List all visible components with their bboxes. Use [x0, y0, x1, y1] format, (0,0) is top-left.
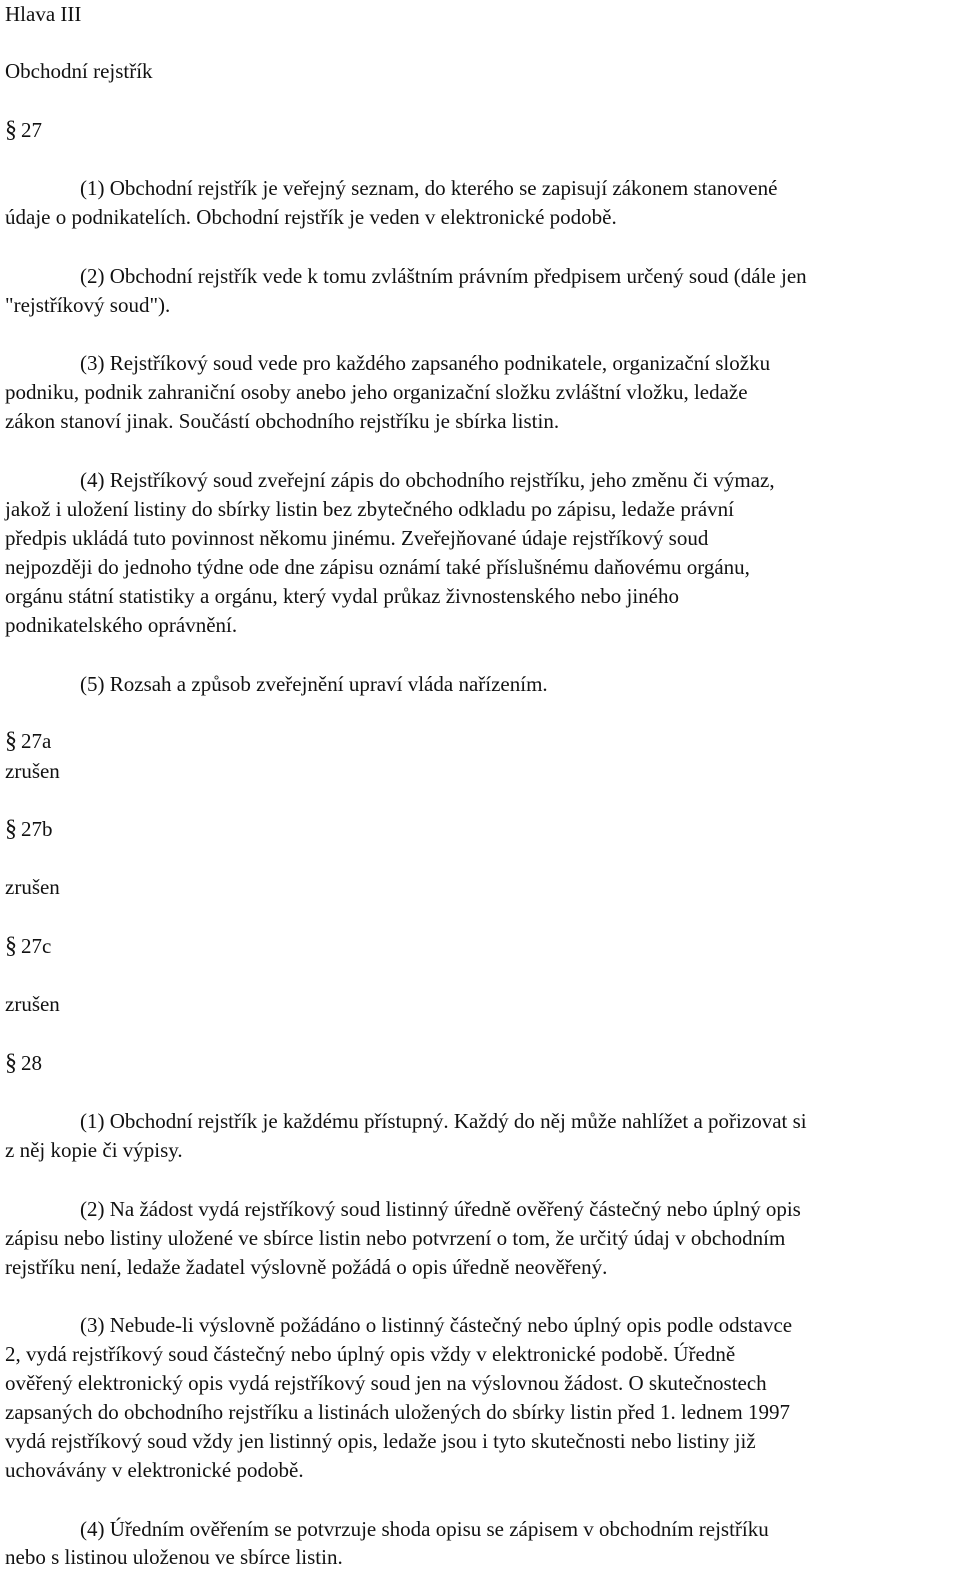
repealed-note: zrušen: [5, 875, 60, 899]
repealed-note: zrušen: [5, 992, 60, 1016]
section-heading-28: [5, 1049, 42, 1078]
section-heading-27a: [5, 727, 51, 756]
section-sign-icon: §: [5, 816, 17, 842]
paragraph-line: (4) Úředním ověřením se potvrzuje shoda opisu se zápisem v obchodním rejstříku: [80, 1517, 769, 1541]
paragraph-line: zákon stanoví jinak. Součástí obchodního rejstříku je sbírka listin.: [5, 409, 560, 433]
section-sign-icon: §: [5, 933, 17, 959]
paragraph-line: podniku, podnik zahraniční osoby anebo jeho organizační složku zvláštní vložku, ledaže: [5, 380, 748, 404]
paragraph-line: orgánu státní statistiky a orgánu, který vydal průkaz živnostenského nebo jiného: [5, 584, 679, 608]
paragraph-line: z něj kopie či výpisy.: [5, 1138, 183, 1162]
section-number: 27c: [21, 934, 52, 958]
paragraph-line: podnikatelského oprávnění.: [5, 613, 238, 637]
section-number: 27b: [21, 817, 53, 841]
section-sign-icon: §: [5, 117, 17, 143]
section-number: 28: [21, 1051, 42, 1075]
section-heading-27: [5, 116, 42, 145]
section-heading-27c: [5, 932, 51, 961]
paragraph-line: vydá rejstříkový soud vždy jen listinný opis, ledaže jsou i tyto skutečnosti nebo listiny již: [5, 1429, 756, 1453]
paragraph-line: 2, vydá rejstříkový soud částečný nebo úplný opis vždy v elektronické podobě. Úředně: [5, 1342, 736, 1366]
chapter-heading: Hlava III: [5, 2, 82, 26]
paragraph-line: uchovávány v elektronické podobě.: [5, 1458, 304, 1482]
paragraph-line: údaje o podnikatelích. Obchodní rejstřík je veden v elektronické podobě.: [5, 205, 617, 229]
paragraph-line: (5) Rozsah a způsob zveřejnění upraví vláda nařízením.: [80, 672, 548, 696]
paragraph-line: (1) Obchodní rejstřík je veřejný seznam, do kterého se zapisují zákonem stanovené: [80, 176, 778, 200]
paragraph-line: ověřený elektronický opis vydá rejstříkový soud jen na výslovnou žádost. O skutečnostech: [5, 1371, 767, 1395]
paragraph-line: "rejstříkový soud").: [5, 293, 171, 317]
chapter-title: Obchodní rejstřík: [5, 59, 153, 83]
repealed-note: zrušen: [5, 759, 60, 783]
paragraph-line: rejstříku není, ledaže žadatel výslovně požádá o opis úředně neověřený.: [5, 1255, 608, 1279]
section-sign-icon: §: [5, 728, 17, 754]
section-sign-icon: §: [5, 1050, 17, 1076]
paragraph-line: zápisu nebo listiny uložené ve sbírce listin nebo potvrzení o tom, že určitý údaj v obchodním: [5, 1226, 786, 1250]
paragraph-line: předpis ukládá tuto povinnost někomu jinému. Zveřejňované údaje rejstříkový soud: [5, 526, 709, 550]
paragraph-line: zapsaných do obchodního rejstříku a listinách uložených do sbírky listin před 1. lednem 1997: [5, 1400, 790, 1424]
paragraph-line: nejpozději do jednoho týdne ode dne zápisu oznámí také příslušnému daňovému orgánu,: [5, 555, 750, 579]
section-heading-27b: [5, 815, 53, 844]
paragraph-line: (3) Nebude-li výslovně požádáno o listinný částečný nebo úplný opis podle odstavce: [80, 1313, 793, 1337]
paragraph-line: nebo s listinou uloženou ve sbírce listin.: [5, 1545, 343, 1569]
paragraph-line: (3) Rejstříkový soud vede pro každého zapsaného podnikatele, organizační složku: [80, 351, 771, 375]
paragraph-line: (4) Rejstříkový soud zveřejní zápis do obchodního rejstříku, jeho změnu či výmaz,: [80, 468, 775, 492]
paragraph-line: (2) Obchodní rejstřík vede k tomu zvláštním právním předpisem určený soud (dále jen: [80, 264, 807, 288]
paragraph-line: (2) Na žádost vydá rejstříkový soud listinný úředně ověřený částečný nebo úplný opis: [80, 1197, 801, 1221]
section-number: 27a: [21, 729, 52, 753]
paragraph-line: jakož i uložení listiny do sbírky listin bez zbytečného odkladu po zápisu, ledaže právní: [5, 497, 734, 521]
paragraph-line: (1) Obchodní rejstřík je každému přístupný. Každý do něj může nahlížet a pořizovat si: [80, 1109, 807, 1133]
section-number: 27: [21, 118, 42, 142]
